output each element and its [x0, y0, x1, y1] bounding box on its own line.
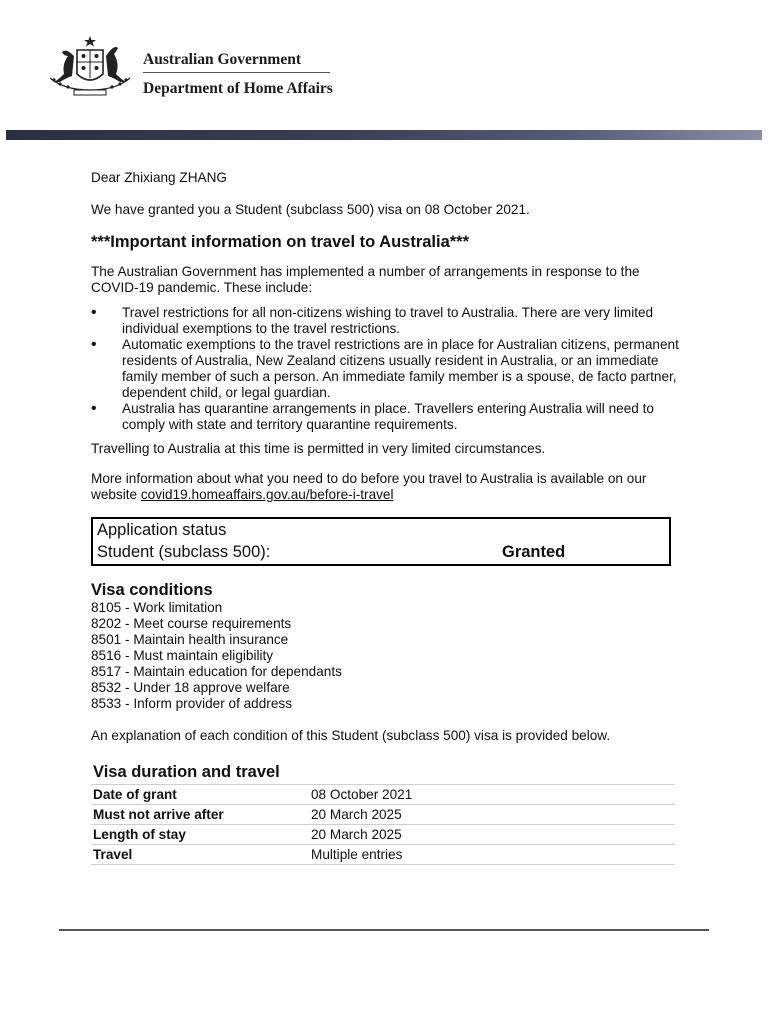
row-value: 08 October 2021 [309, 785, 675, 805]
visa-conditions-list [91, 600, 681, 712]
restrictions-list [91, 305, 681, 433]
salutation: Dear Zhixiang ZHANG [91, 170, 227, 185]
grant-statement: We have granted you a Student (subclass 500) visa on 08 October 2021. [91, 202, 530, 217]
application-status-row [97, 541, 665, 564]
list-item: • Australia has quarantine arrangements in place. Travellers entering Australia will need to comply with state and territory quarantine requirements. [91, 400, 654, 432]
row-value: Multiple entries [309, 845, 675, 865]
application-status-box [91, 517, 671, 566]
department-name: Department of Home Affairs [143, 80, 333, 97]
limited-circumstances: Travelling to Australia at this time is permitted in very limited circumstances. [91, 441, 546, 456]
visa-conditions-title: Visa conditions [91, 581, 213, 599]
more-info-paragraph: More information about what you need to do before you travel to Australia is available on our website covid19.homeaffairs.gov.au/before-i-travel [91, 471, 647, 502]
bullet-icon: • [91, 304, 97, 321]
bullet-icon: • [91, 400, 97, 417]
letter-body [91, 170, 681, 865]
list-item: 8533 - Inform provider of address [91, 696, 292, 711]
list-item: • Automatic exemptions to the travel restrictions are in place for Australian citizens, permanent residents of Australia, New Zealand citizens usually resident in Australia, or an immediate family member of such a person. An immediate family member is a spouse, de facto partner, dependent child, or legal guardian. [91, 336, 679, 400]
header-divider [143, 72, 330, 73]
table-row [91, 785, 675, 805]
table-row [91, 845, 675, 865]
before-i-travel-link[interactable]: covid19.homeaffairs.gov.au/before-i-travel [140, 487, 394, 502]
visa-duration-title: Visa duration and travel [93, 763, 280, 781]
row-label: Date of grant [91, 785, 309, 805]
header-band [6, 130, 762, 140]
coat-of-arms-icon [44, 34, 136, 98]
bullet-icon: • [91, 336, 97, 353]
list-item: • Travel restrictions for all non-citizens wishing to travel to Australia. There are very limited individual exemptions to the travel restrictions. [91, 304, 654, 336]
government-name: Australian Government [143, 51, 302, 68]
row-value: 20 March 2025 [309, 805, 675, 825]
visa-duration-table [91, 784, 675, 865]
list-item: 8202 - Meet course requirements [91, 616, 292, 631]
visa-subclass-label: Student (subclass 500): [97, 543, 271, 561]
list-item: 8516 - Must maintain eligibility [91, 648, 274, 663]
row-value: 20 March 2025 [309, 825, 675, 845]
application-status-title: Application status [97, 521, 227, 539]
important-heading: ***Important information on travel to Australia*** [91, 233, 470, 251]
status-badge: Granted [502, 543, 566, 561]
table-row [91, 805, 675, 825]
row-label: Must not arrive after [91, 805, 309, 825]
table-row [91, 825, 675, 845]
row-label: Travel [91, 845, 309, 865]
intro-paragraph: The Australian Government has implemented a number of arrangements in response to the COVID-19 pandemic. These include: [91, 264, 640, 295]
list-item: 8501 - Maintain health insurance [91, 632, 289, 647]
list-item: 8105 - Work limitation [91, 600, 223, 615]
row-label: Length of stay [91, 825, 309, 845]
conditions-explanation: An explanation of each condition of this Student (subclass 500) visa is provided below. [91, 728, 611, 743]
list-item: 8532 - Under 18 approve welfare [91, 680, 290, 695]
list-item: 8517 - Maintain education for dependants [91, 664, 342, 679]
letterhead [0, 0, 768, 130]
footer-divider [59, 929, 709, 931]
